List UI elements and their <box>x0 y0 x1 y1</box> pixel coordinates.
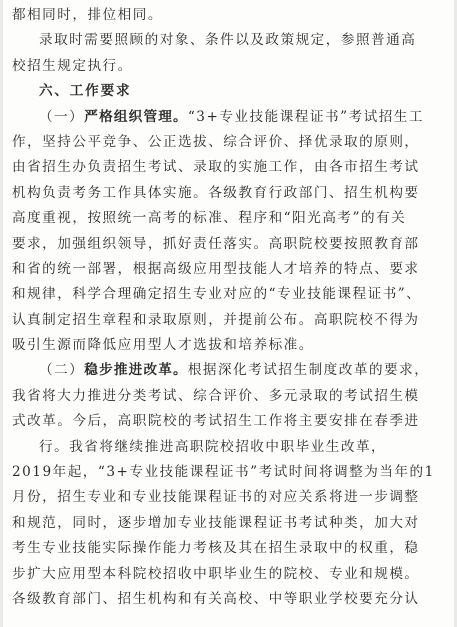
paragraph-line: 校招生规定执行。 <box>12 57 133 74</box>
paragraph-line: 月份，招生专业和专业技能课程证书的对应关系将进一步调整 <box>12 489 420 506</box>
paragraph-line: 我省将大力推进分类考试、综合评价、多元录取的考试招生模 <box>12 387 420 404</box>
paragraph-line: 步扩大应用型本科院校招收中职毕业生的院校、专业和规模。 <box>12 565 420 582</box>
section-heading: 六、工作要求 <box>39 83 132 100</box>
item-marker: （二） <box>39 362 85 379</box>
paragraph-line: 作，坚持公平竞争、公正选拔、综合评价、择优录取的原则， <box>12 133 420 150</box>
paragraph-line: 和规律，科学合理确定招生专业对应的“专业技能课程证书”、 <box>12 286 422 303</box>
item-text: “3+专业技能课程证书”考试招生工 <box>187 108 424 125</box>
scan-artifact <box>0 0 3 627</box>
paragraph-first-line <box>12 358 445 383</box>
paragraph-line: 2019年起，“3+专业技能课程证书”考试时间将调整为当年的1 <box>12 464 435 481</box>
paragraph-first-line <box>12 105 445 130</box>
paragraph-line: 考生专业技能实际操作能力考核及其在招生录取中的权重，稳 <box>12 540 420 557</box>
paragraph-line: 高度重视，按照统一高考的标准、程序和“阳光高考”的有关 <box>12 210 407 227</box>
item-title: 严格组织管理。 <box>84 108 188 125</box>
paragraph-line: 各级教育部门、招生机构和有关高校、中等职业学校要充分认 <box>12 590 420 607</box>
item-title: 稳步推进改革。 <box>84 362 188 379</box>
item-marker: （一） <box>39 108 85 125</box>
paragraph-line: 都相同时，排位相同。 <box>12 7 163 23</box>
paragraph-line: 和省的统一部署，根据高级应用型技能人才培养的特点、要求 <box>12 260 420 277</box>
paragraph-line: 录取时需要照顾的对象、条件以及政策规定，参照普通高 <box>39 32 417 49</box>
paragraph-line: 和规范，同时，逐步增加专业技能课程证书考试种类，加大对 <box>12 514 420 531</box>
paragraph-line: 由省招生办负责招生考试、录取的实施工作，由各市招生考试 <box>12 159 420 176</box>
paragraph-line: 行。我省将继续推进高职院校招收中职毕业生改革， <box>39 438 387 455</box>
paragraph-line: 机构负责考务工作具体实施。各级教育行政部门、招生机构要 <box>12 184 420 201</box>
paragraph-line: 式改革。今后，高职院校的考试招生工作将主要安排在春季进 <box>12 413 420 430</box>
item-text: 根据深化考试招生制度改革的要求， <box>187 362 430 379</box>
paragraph-line: 认真制定招生章程和录取原则，并提前公布。高职院校不得为 <box>12 311 420 328</box>
paragraph-line: 要求，加强组织领导，抓好责任落实。高职院校要按照教育部 <box>12 235 420 252</box>
paragraph-line: 吸引生源而降低应用型人才选拔和培养标准。 <box>12 337 314 354</box>
